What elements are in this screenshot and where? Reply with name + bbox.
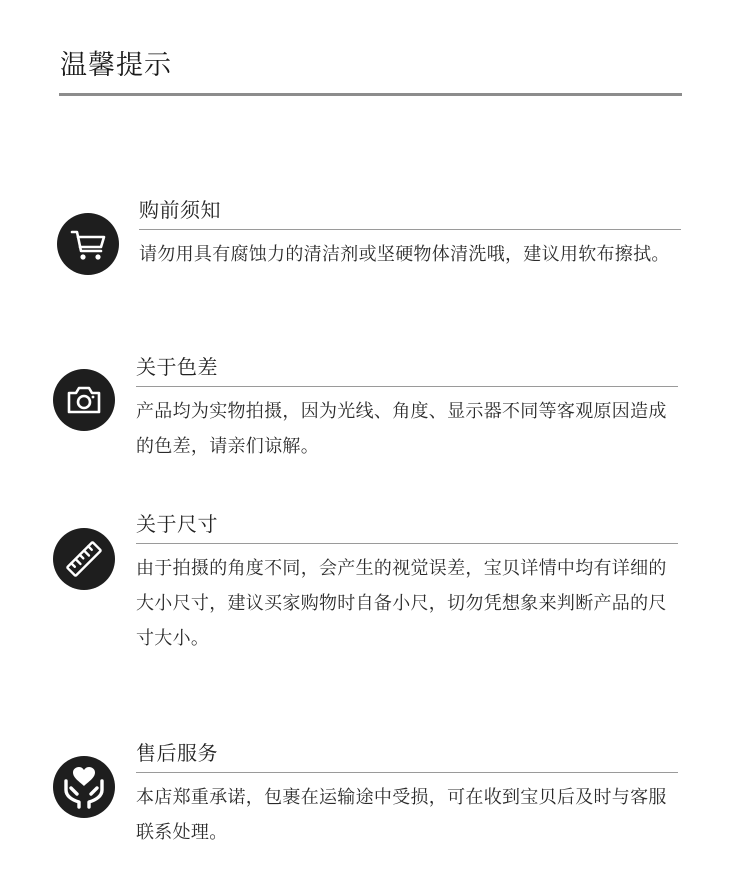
heart-hands-icon [53, 756, 115, 818]
page-title: 温馨提示 [60, 50, 172, 81]
section-body: 由于拍摄的角度不同，会产生的视觉误差，宝贝详情中均有详细的大小尺寸，建议买家购物时自备小尺，切勿凭想象来判断产品的尺寸大小。 [136, 558, 667, 649]
section-divider [136, 386, 678, 387]
ruler-icon [53, 528, 115, 590]
camera-icon [53, 369, 115, 431]
section-divider [136, 543, 678, 544]
title-divider [59, 93, 682, 96]
section-heading: 关于色差 [136, 355, 218, 379]
section-body: 产品均为实物拍摄，因为光线、角度、显示器不同等客观原因造成的色差，请亲们谅解。 [136, 401, 667, 457]
section-heading: 关于尺寸 [136, 512, 218, 536]
section-body: 请勿用具有腐蚀力的清洁剂或坚硬物体清洗哦，建议用软布擦拭。 [139, 244, 670, 265]
section-body: 本店郑重承诺，包裹在运输途中受损，可在收到宝贝后及时与客服联系处理。 [136, 787, 667, 843]
section-heading: 购前须知 [139, 198, 221, 222]
shopping-cart-icon [57, 213, 119, 275]
section-divider [139, 229, 681, 230]
section-divider [136, 772, 678, 773]
section-heading: 售后服务 [136, 741, 218, 765]
